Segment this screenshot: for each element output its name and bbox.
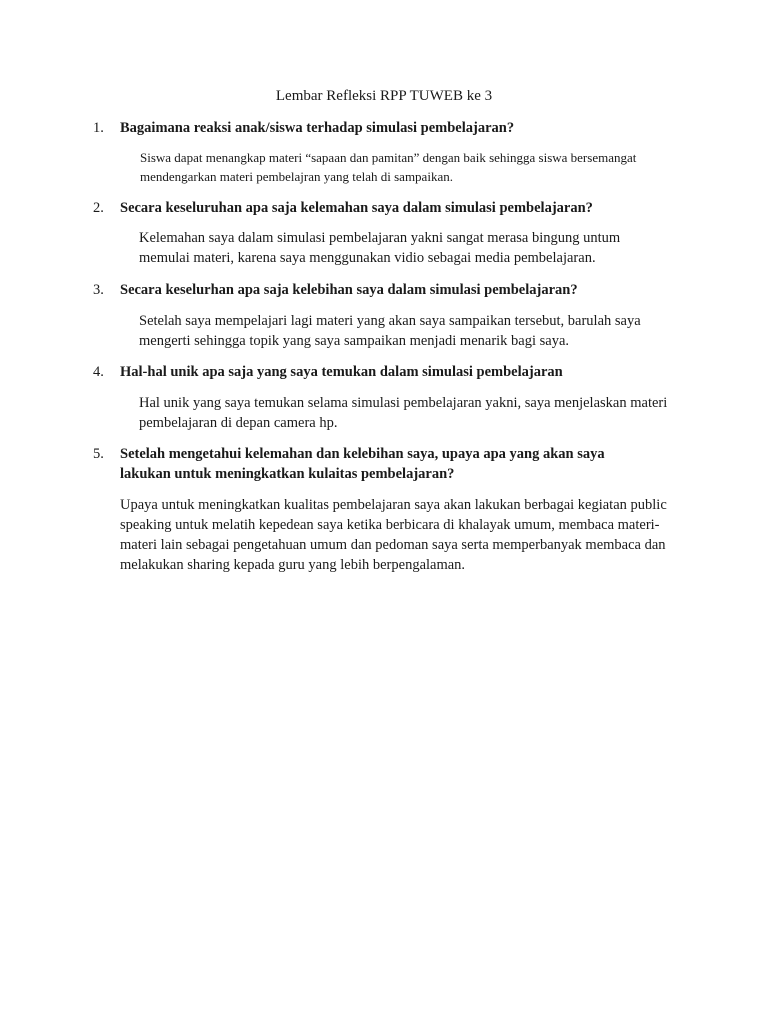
answer-text: Kelemahan saya dalam simulasi pembelajaran yakni sangat merasa bingung untum memulai materi, karena saya menggunakan vidio sebagai media pembelajaran. <box>139 230 621 266</box>
answer-text: Siswa dapat menangkap materi “sapaan dan pamitan” dengan baik sehingga siswa bersemangat mendengarkan materi pembelajran yang telah di sampaikan. <box>140 150 637 184</box>
question-text: Bagaimana reaksi anak/siswa terhadap simulasi pembelajaran? <box>120 120 515 136</box>
item-number: 3. <box>93 282 104 298</box>
question-text: Secara keselurhan apa saja kelebihan saya dalam simulasi pembelajaran? <box>120 282 578 298</box>
item-number: 5. <box>93 446 104 462</box>
item-number: 1. <box>93 120 104 136</box>
item-number: 4. <box>93 364 104 380</box>
answer-text: Hal unik yang saya temukan selama simulasi pembelajaran yakni, saya menjelaskan materi pembelajaran di depan camera hp. <box>139 395 668 431</box>
question-text: Secara keseluruhan apa saja kelemahan saya dalam simulasi pembelajaran? <box>120 200 593 216</box>
answer-text: Upaya untuk meningkatkan kualitas pembelajaran saya akan lakukan berbagai kegiatan public speaking untuk melatih kepedean saya ketika berbicara di khalayak umum, membaca materi-materi lain sebagai pengetahuan umum dan pedoman saya serta memperbanyak membaca dan melakukan sharing kepada guru yang lebih berpengalaman. <box>120 497 667 573</box>
answer-text: Setelah saya mempelajari lagi materi yang akan saya sampaikan tersebut, barulah saya mengerti sehingga topik yang saya sampaikan menjadi menarik bagi saya. <box>139 313 641 349</box>
item-number: 2. <box>93 200 104 216</box>
document-title: Lembar Refleksi RPP TUWEB ke 3 <box>275 88 493 104</box>
question-text: Setelah mengetahui kelemahan dan kelebihan saya, upaya apa yang akan saya lakukan untuk meningkatkan kulaitas pembelajaran? <box>120 446 605 482</box>
question-text: Hal-hal unik apa saja yang saya temukan dalam simulasi pembelajaran <box>120 364 563 380</box>
